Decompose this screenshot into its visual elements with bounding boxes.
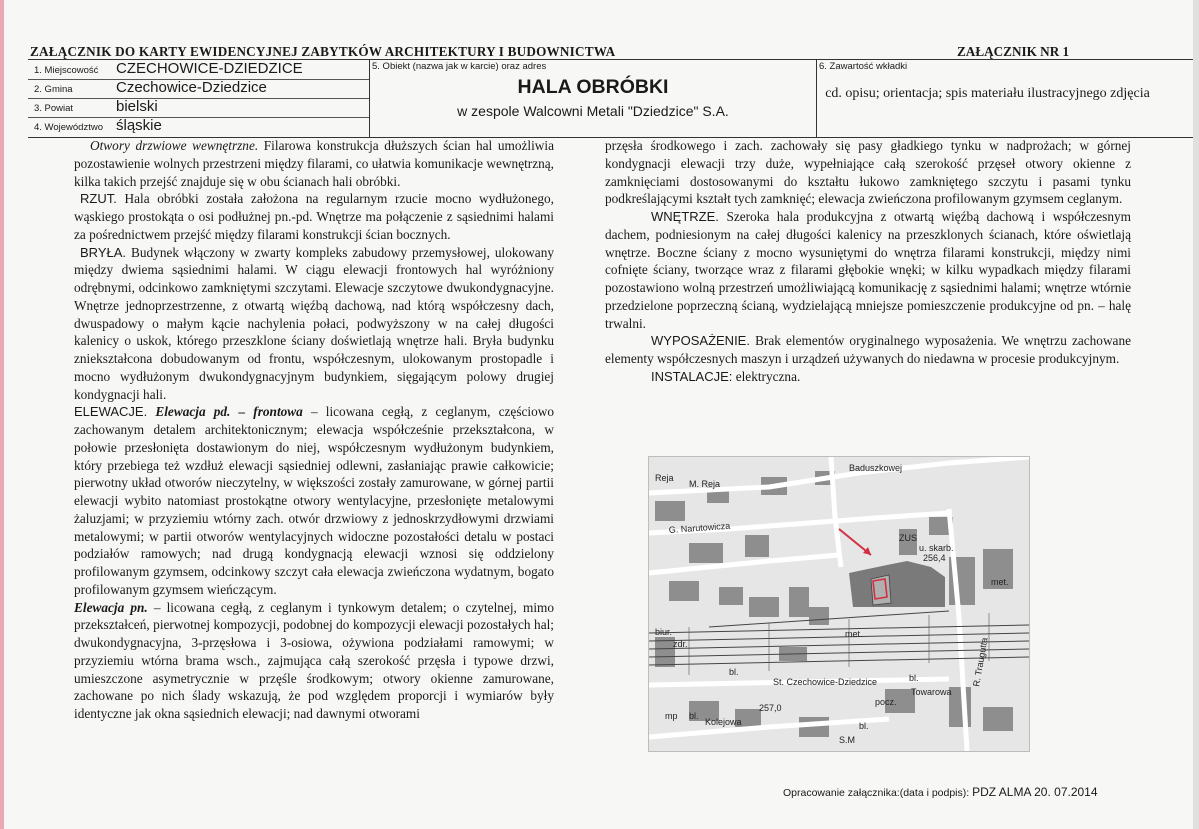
paragraph-wyposazenie: [605, 332, 1131, 368]
prepared-by-label: Opracowanie załącznika:(data i podpis):: [783, 787, 970, 799]
map-label: St. Czechowice-Dziedzice: [773, 677, 878, 687]
object-subtitle: w zespole Walcowni Metali "Dziedzice" S.A.: [457, 103, 729, 119]
location-block: [28, 60, 370, 137]
map-label: G. Narutowicza: [668, 520, 731, 535]
map-drawing: [649, 457, 1029, 751]
orientation-map: [648, 456, 1030, 752]
location-row: [28, 117, 369, 137]
location-row: [28, 98, 369, 118]
map-label: Towarowa: [911, 687, 952, 697]
object-block: [370, 60, 817, 137]
inner-doors-text: Filarowa konstrukcja dłuższych ścian hal umożliwia pozostawienie wolnych przestrzeni między filarami, co ułatwia komunikacje wewnętrzną, kilka takich przejść znajduje się w obu ścianach hali obróbki.: [74, 138, 554, 189]
paragraph-bryla: [74, 244, 554, 404]
map-label: bl.: [689, 711, 699, 721]
prepared-by: [783, 785, 1098, 799]
map-label: bl.: [729, 667, 739, 677]
map-label: pocz.: [875, 697, 897, 707]
wyposazenie-text: Brak elementów oryginalnego wyposażenia. We wnętrzu zachowane elementy współczesnych maszyn i urządzeń używanych do niedawna w procesie produkcyjnym.: [605, 333, 1131, 366]
map-label: Baduszkowej: [849, 463, 903, 473]
location-row-value: CZECHOWICE-DZIEDZICE: [116, 60, 303, 77]
info-table: [28, 59, 1193, 138]
map-label: biur.: [655, 627, 673, 637]
contents-value: cd. opisu; orientacja; spis materiału ilustracyjnego zdjęcia: [825, 86, 1150, 101]
paragraph-rzut: [74, 190, 554, 243]
paragraph-instalacje: [605, 368, 1131, 386]
paragraph-elevation-north: [74, 599, 554, 723]
heading-rzut: RZUT.: [80, 191, 117, 207]
heading-instalacje: INSTALACJE:: [651, 368, 733, 384]
instalacje-text: elektryczna.: [732, 368, 801, 384]
location-row-label: 3. Powiat: [34, 103, 74, 114]
location-row-label: 2. Gmina: [34, 84, 73, 95]
document-title: ZAŁĄCZNIK DO KARTY EWIDENCYJNEJ ZABYTKÓW ARCHITEKTURY I BUDOWNICTWA: [30, 44, 616, 59]
location-row-value: bielski: [116, 98, 158, 115]
map-label: Reja: [655, 473, 674, 483]
map-label: met.: [845, 629, 863, 639]
heading-wnetrze: WNĘTRZE.: [651, 209, 719, 224]
heading-inner-doors: Otwory drzwiowe wewnętrzne.: [90, 138, 259, 153]
map-label: 256,4: [923, 553, 946, 563]
map-label: 257,0: [759, 703, 782, 713]
wnetrze-text: Szeroka hala produkcyjna z otwartą więźbą dachową i współczesnym dachem, podniesionym na całej długości kalenicy na przeszklonych ścianach, które oświetlają wnętrze. Boczne ściany z mocno wysuniętymi do wnętrza filarami konstrukcji, między nimi cofnięte ściany, tworzące wraz z filarami głębokie wnęki; w kilku wypadkach między filarami pozostawiono wolną przestrzeń umożliwiającą komunikację z sąsiednimi halami; wnętrze wtórnie przedzielone poprzeczną ścianą, wydzielającą mniejsze pomieszczenie produkcyjne od pn. – halę trwalni.: [605, 209, 1131, 331]
elevation-north-text: – licowana cegłą, z ceglanym i tynkowym detalem; o czytelnej, mimo przekształceń, pierwotnej kompozycji, podobnej do kompozycji elewacji pozostałych hal; dwukondygnacyjna, 3-przęsłowa i 3-osiowa, ożywiona podziałami ramowymi; w przyziemiu wtórna brama wsch., zajmująca całą szerokość przęsła i typowe drzwi, umieszczone asymetrycznie w przęśle środkowym; otwory okienne zamurowane, zachowane po nich ślady wskazują, że pod względem proporcji i wymiarów były identyczne jak okna sąsiednich elewacji; nad dawnymi otworami: [74, 599, 554, 721]
location-row: [28, 60, 369, 80]
map-label: Kolejowa: [705, 717, 742, 727]
elevation-south-text: – licowana cegłą, z ceglanym, częściowo zachowanym detalem architektonicznym; elewacja współcześnie przekształcona, w połowie przesłonięta dostawionym do niej, współczesnym wydłużonym budynkiem, który przebiega też wzdłuż elewacji sąsiedniej odlewni, zasłaniając prawie całkowicie; pierwotny układ otworów nieczytelny, w większości zostały zamurowane, w górnej partii elewacji wybito natomiast prostokątne otwory wentylacyjne, przesłonięte metalowymi żaluzjami; w przyziemiu wtórny zach. otwór drzwiowy z jednoskrzydłowymi drzwiami metalowymi; w partii otworów wentylacyjnych widoczne pozostałości detalu w postaci podziałów ramowych; nad drugą kondygnacją elewacji wznosi się oddzielony profilowanym gzymsem, odcinkowy szczyt cała elewacja zwieńczona wydatnym, bogato profilowanym gzymsem wieńczącym.: [74, 404, 555, 597]
paragraph-wnetrze: [605, 208, 1131, 332]
map-label: zdr.: [673, 639, 688, 649]
paragraph-continuation: przęsła środkowego i zach. zachowały się pasy gładkiego tynku w nadprożach; w górnej kondygnacji elewacji trzy duże, wypełniające całą szerokość przęseł otwory okienne z zamknięciami dostosowanymi do kształtu łukowo zamkniętego szczytu i pasami tynku podkreślającymi kształt tych zamknięć; elewacja zwieńczona profilowanym gzymsem ceglanym.: [605, 138, 1131, 207]
contents-label: 6. Zawartość wkładki: [819, 61, 908, 72]
map-label: mp: [665, 711, 678, 721]
map-label: ZUS: [899, 533, 917, 543]
map-label: met.: [991, 577, 1009, 587]
map-label: bl.: [859, 721, 869, 731]
map-label: u. skarb.: [919, 543, 954, 553]
contents-block: [817, 60, 1193, 137]
heading-bryla: BRYŁA.: [80, 244, 127, 260]
object-label: 5. Obiekt (nazwa jak w karcie) oraz adres: [372, 61, 547, 72]
page-edge: [0, 0, 4, 829]
heading-wyposazenie: WYPOSAŻENIE.: [651, 333, 750, 349]
rzut-text: Hala obróbki została założona na regularnym rzucie mocno wydłużonego, wąskiego prostokąta o osi podłużnej pn.-pd. Wnętrze ma połączenie z sąsiednimi halami za pośrednictwem przejść między filarami konstrukcji ścian bocznych.: [74, 191, 554, 242]
map-label: R. Traugutta: [971, 636, 990, 688]
location-row-value: Czechowice-Dziedzice: [116, 79, 267, 96]
prepared-by-value: PDZ ALMA 20. 07.2014: [972, 785, 1098, 799]
heading-elewacje: ELEWACJE.: [74, 404, 148, 420]
paragraph-inner-doors: [74, 137, 554, 190]
heading-elevation-south: Elewacja pd. – frontowa: [155, 404, 303, 420]
heading-elevation-north: Elewacja pn.: [74, 599, 148, 615]
location-row: [28, 79, 369, 99]
text-column-left: [74, 137, 554, 723]
bryla-text: Budynek włączony w zwarty kompleks zabudowy przemysłowej, ulokowany między dwiema sąsiednimi halami. W ciągu elewacji frontowych hal wyróżniony odrębnymi, odcinkowo zamkniętymi szczytami. Elewacje szczytowe dwukondygnacyjne. Wnętrze jednoprzestrzenne, z otwartą więźbą dachową, nad którą współczesny dach, dwuspadowy o małym kącie nachylenia połaci, podwyższony w na całej długości kalenicy o uskok, którego przeszklone ściany doświetlają wnętrze hali. Bryła budynku zniekształcona dobudowanym od frontu, współczesnym, ulokowanym prostopadle i mocno wydłużonym dwukondygnacyjnym budynkiem, sięgającym polowy drugiej kondygnacji hali.: [74, 244, 554, 402]
object-name: HALA OBRÓBKI: [517, 76, 669, 98]
paragraph-elewacje: [74, 403, 554, 598]
map-label: M. Reja: [689, 479, 721, 489]
map-label: bl.: [909, 673, 919, 683]
map-label: S.M: [839, 735, 856, 745]
text-column-right: [605, 137, 1131, 386]
attachment-number: ZAŁĄCZNIK NR 1: [957, 44, 1070, 59]
location-row-label: 1. Miejscowość: [34, 65, 99, 76]
location-row-label: 4. Województwo: [34, 122, 103, 133]
location-row-value: śląskie: [116, 117, 162, 134]
